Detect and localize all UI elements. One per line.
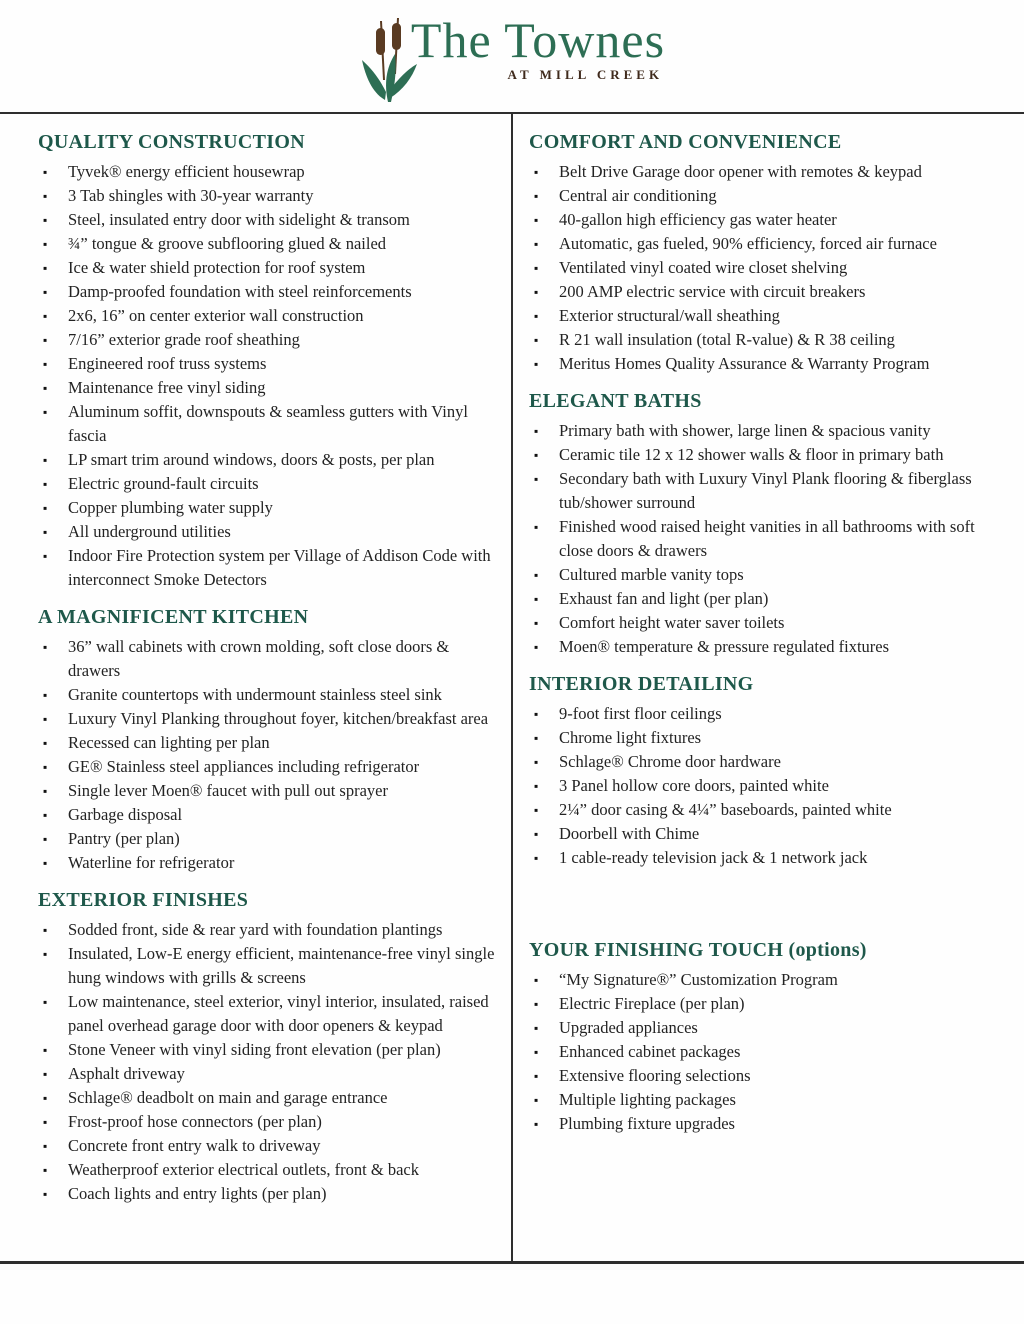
bullet-icon: ▪	[43, 784, 48, 798]
feature-item	[529, 750, 997, 774]
feature-item-text: Engineered roof truss systems	[68, 354, 267, 373]
bullet-icon: ▪	[43, 760, 48, 774]
feature-item-text: Comfort height water saver toilets	[559, 613, 785, 632]
feature-item	[38, 755, 500, 779]
column-2	[529, 130, 997, 1149]
bullet-icon: ▪	[43, 923, 48, 937]
feature-item	[529, 774, 997, 798]
feature-item	[38, 280, 500, 304]
bullet-icon: ▪	[534, 1093, 539, 1107]
bullet-icon: ▪	[534, 1045, 539, 1059]
feature-item-text: Luxury Vinyl Planking throughout foyer, kitchen/breakfast area	[68, 709, 489, 728]
bullet-icon: ▪	[43, 381, 48, 395]
bullet-icon: ▪	[43, 640, 48, 654]
bullet-icon: ▪	[534, 827, 539, 841]
bullet-icon: ▪	[43, 1163, 48, 1177]
feature-item	[529, 419, 997, 443]
bullet-icon: ▪	[534, 237, 539, 251]
section-heading: INTERIOR DETAILING	[529, 673, 754, 695]
feature-item-text: Belt Drive Garage door opener with remotes & keypad	[559, 162, 922, 181]
bullet-icon: ▪	[534, 731, 539, 745]
feature-item-text: 2¼” door casing & 4¼” baseboards, painted white	[559, 800, 892, 819]
bullet-icon: ▪	[43, 525, 48, 539]
feature-item-text: Schlage® deadbolt on main and garage entrance	[68, 1088, 388, 1107]
feature-item-text: “My Signature®” Customization Program	[559, 970, 838, 989]
bullet-icon: ▪	[43, 947, 48, 961]
feature-item	[529, 160, 997, 184]
feature-section	[529, 672, 997, 870]
bullet-icon: ▪	[534, 261, 539, 275]
feature-item	[529, 822, 997, 846]
feature-item	[38, 472, 500, 496]
bullet-icon: ▪	[43, 333, 48, 347]
bullet-icon: ▪	[534, 1117, 539, 1131]
feature-item-text: Automatic, gas fueled, 90% efficiency, forced air furnace	[559, 234, 937, 253]
feature-item-text: Enhanced cabinet packages	[559, 1042, 741, 1061]
bullet-icon: ▪	[534, 592, 539, 606]
feature-item	[529, 798, 997, 822]
feature-item-text: Extensive flooring selections	[559, 1066, 751, 1085]
feature-item-text: Multiple lighting packages	[559, 1090, 736, 1109]
feature-item	[38, 1086, 500, 1110]
bullet-icon: ▪	[43, 189, 48, 203]
bullet-icon: ▪	[534, 520, 539, 534]
section-heading: COMFORT AND CONVENIENCE	[529, 131, 842, 153]
bullet-icon: ▪	[534, 472, 539, 486]
feature-list	[38, 635, 500, 875]
feature-item	[38, 1158, 500, 1182]
bullet-icon: ▪	[534, 165, 539, 179]
feature-item-text: Recessed can lighting per plan	[68, 733, 270, 752]
feature-item-text: Central air conditioning	[559, 186, 717, 205]
bullet-icon: ▪	[43, 477, 48, 491]
feature-item	[529, 968, 997, 992]
feature-item	[529, 846, 997, 870]
feature-item-text: Garbage disposal	[68, 805, 183, 824]
bullet-icon: ▪	[43, 832, 48, 846]
logo-subtitle: AT MILL CREEK	[507, 66, 664, 82]
bullet-icon: ▪	[43, 501, 48, 515]
feature-item-text: Finished wood raised height vanities in all bathrooms with soft close doors & drawers	[559, 517, 975, 560]
feature-item	[529, 563, 997, 587]
feature-item-text: Steel, insulated entry door with sidelight & transom	[68, 210, 410, 229]
section-heading: A MAGNIFICENT KITCHEN	[38, 606, 309, 628]
feature-item-text: Asphalt driveway	[68, 1064, 185, 1083]
feature-item-text: 1 cable-ready television jack & 1 network jack	[559, 848, 868, 867]
bullet-icon: ▪	[43, 712, 48, 726]
bullet-icon: ▪	[43, 808, 48, 822]
feature-item-text: Ceramic tile 12 x 12 shower walls & floor in primary bath	[559, 445, 944, 464]
feature-item	[38, 779, 500, 803]
feature-item-text: Moen® temperature & pressure regulated fixtures	[559, 637, 890, 656]
feature-section	[529, 389, 997, 659]
feature-item-text: 40-gallon high efficiency gas water heater	[559, 210, 837, 229]
feature-item	[529, 1112, 997, 1136]
feature-section	[38, 605, 500, 875]
feature-item	[38, 851, 500, 875]
feature-item-text: R 21 wall insulation (total R-value) & R 38 ceiling	[559, 330, 895, 349]
bullet-icon: ▪	[43, 165, 48, 179]
feature-item-text: Copper plumbing water supply	[68, 498, 273, 517]
section-heading: ELEGANT BATHS	[529, 390, 702, 412]
feature-item-text: Cultured marble vanity tops	[559, 565, 744, 584]
bullet-icon: ▪	[534, 424, 539, 438]
feature-item	[38, 520, 500, 544]
bullet-icon: ▪	[534, 755, 539, 769]
feature-item-text: Weatherproof exterior electrical outlets, front & back	[68, 1160, 419, 1179]
feature-item	[529, 280, 997, 304]
feature-item-text: Coach lights and entry lights (per plan)	[68, 1184, 327, 1203]
feature-item	[38, 544, 500, 592]
feature-item	[38, 184, 500, 208]
bullet-icon: ▪	[534, 285, 539, 299]
feature-item	[38, 918, 500, 942]
feature-item	[38, 990, 500, 1038]
feature-item-text: Exterior structural/wall sheathing	[559, 306, 780, 325]
bullet-icon: ▪	[43, 1043, 48, 1057]
feature-item	[38, 1182, 500, 1206]
feature-section	[38, 888, 500, 1206]
feature-item-text: Meritus Homes Quality Assurance & Warranty Program	[559, 354, 930, 373]
feature-item	[38, 304, 500, 328]
bullet-icon: ▪	[534, 309, 539, 323]
feature-list	[529, 968, 997, 1136]
feature-item-text: Secondary bath with Luxury Vinyl Plank flooring & fiberglass tub/shower surround	[559, 469, 972, 512]
feature-item	[38, 496, 500, 520]
bullet-icon: ▪	[43, 1139, 48, 1153]
bullet-icon: ▪	[43, 285, 48, 299]
feature-item-text: GE® Stainless steel appliances including refrigerator	[68, 757, 420, 776]
feature-item	[38, 1134, 500, 1158]
feature-item	[38, 827, 500, 851]
feature-list	[38, 918, 500, 1206]
feature-item-text: Ice & water shield protection for roof system	[68, 258, 366, 277]
feature-item-text: Plumbing fixture upgrades	[559, 1114, 735, 1133]
feature-item	[529, 587, 997, 611]
bullet-icon: ▪	[534, 189, 539, 203]
feature-item	[529, 702, 997, 726]
feature-item-text: Frost-proof hose connectors (per plan)	[68, 1112, 322, 1131]
bullet-icon: ▪	[534, 1021, 539, 1035]
bullet-icon: ▪	[43, 357, 48, 371]
bullet-icon: ▪	[43, 213, 48, 227]
bullet-icon: ▪	[534, 707, 539, 721]
feature-item-text: All underground utilities	[68, 522, 231, 541]
bullet-icon: ▪	[43, 1115, 48, 1129]
bullet-icon: ▪	[43, 856, 48, 870]
feature-item-text: Sodded front, side & rear yard with foundation plantings	[68, 920, 443, 939]
feature-item-text: Ventilated vinyl coated wire closet shelving	[559, 258, 848, 277]
feature-item-text: Doorbell with Chime	[559, 824, 700, 843]
bullet-icon: ▪	[43, 549, 48, 563]
bullet-icon: ▪	[534, 1069, 539, 1083]
feature-section	[529, 938, 997, 1136]
cattails-logo-icon	[359, 18, 419, 104]
logo	[0, 14, 1024, 104]
feature-item-text: Maintenance free vinyl siding	[68, 378, 266, 397]
feature-item-text: Stone Veneer with vinyl siding front elevation (per plan)	[68, 1040, 441, 1059]
logo-text	[411, 14, 665, 83]
feature-item	[529, 184, 997, 208]
feature-item	[38, 160, 500, 184]
feature-item	[38, 208, 500, 232]
bullet-icon: ▪	[534, 357, 539, 371]
bullet-icon: ▪	[43, 736, 48, 750]
feature-item	[529, 443, 997, 467]
bullet-icon: ▪	[534, 779, 539, 793]
bullet-icon: ▪	[534, 333, 539, 347]
bullet-icon: ▪	[43, 1091, 48, 1105]
feature-item	[38, 352, 500, 376]
bullet-icon: ▪	[534, 448, 539, 462]
feature-item	[38, 400, 500, 448]
feature-list	[529, 702, 997, 870]
bullet-icon: ▪	[534, 803, 539, 817]
feature-item-text: 3 Panel hollow core doors, painted white	[559, 776, 829, 795]
feature-item	[529, 635, 997, 659]
feature-item	[529, 726, 997, 750]
feature-item-text: Concrete front entry walk to driveway	[68, 1136, 321, 1155]
feature-item-text: Aluminum soffit, downspouts & seamless gutters with Vinyl fascia	[68, 402, 468, 445]
bullet-icon: ▪	[43, 1187, 48, 1201]
feature-item-text: 200 AMP electric service with circuit breakers	[559, 282, 866, 301]
bullet-icon: ▪	[534, 973, 539, 987]
feature-item	[529, 328, 997, 352]
feature-item	[529, 304, 997, 328]
bullet-icon: ▪	[534, 213, 539, 227]
feature-item	[38, 635, 500, 683]
feature-list	[529, 419, 997, 659]
feature-item	[38, 1062, 500, 1086]
feature-item-text: LP smart trim around windows, doors & posts, per plan	[68, 450, 435, 469]
feature-item	[38, 376, 500, 400]
bullet-icon: ▪	[534, 568, 539, 582]
feature-item	[529, 208, 997, 232]
bullet-icon: ▪	[43, 1067, 48, 1081]
feature-item	[38, 683, 500, 707]
feature-item	[38, 942, 500, 990]
feature-item-text: Exhaust fan and light (per plan)	[559, 589, 769, 608]
feature-item	[38, 232, 500, 256]
column-1	[38, 130, 500, 1219]
feature-item	[529, 467, 997, 515]
feature-item-text: 2x6, 16” on center exterior wall construction	[68, 306, 364, 325]
feature-item	[529, 1016, 997, 1040]
section-heading: YOUR FINISHING TOUCH (options)	[529, 939, 867, 961]
feature-item	[38, 1038, 500, 1062]
feature-item-text: ¾” tongue & groove subflooring glued & nailed	[68, 234, 387, 253]
bullet-icon: ▪	[43, 237, 48, 251]
feature-item	[529, 1064, 997, 1088]
feature-item	[529, 611, 997, 635]
feature-item-text: 9-foot first floor ceilings	[559, 704, 722, 723]
bullet-icon: ▪	[534, 640, 539, 654]
feature-item-text: Tyvek® energy efficient housewrap	[68, 162, 305, 181]
feature-item	[529, 1088, 997, 1112]
column-divider	[511, 112, 513, 1262]
feature-item-text: Low maintenance, steel exterior, vinyl interior, insulated, raised panel overhead garage door with door openers & keypad	[68, 992, 489, 1035]
feature-item	[38, 1110, 500, 1134]
feature-section	[38, 130, 500, 592]
feature-item-text: Granite countertops with undermount stainless steel sink	[68, 685, 442, 704]
feature-list	[38, 160, 500, 592]
feature-item	[38, 256, 500, 280]
feature-item-text: Electric ground-fault circuits	[68, 474, 259, 493]
feature-item-text: Damp-proofed foundation with steel reinforcements	[68, 282, 412, 301]
feature-item-text: 3 Tab shingles with 30-year warranty	[68, 186, 314, 205]
feature-item	[38, 731, 500, 755]
feature-item-text: Upgraded appliances	[559, 1018, 698, 1037]
bullet-icon: ▪	[43, 688, 48, 702]
bullet-icon: ▪	[43, 309, 48, 323]
feature-item-text: Waterline for refrigerator	[68, 853, 235, 872]
feature-item	[38, 448, 500, 472]
feature-item-text: Primary bath with shower, large linen & spacious vanity	[559, 421, 931, 440]
bullet-icon: ▪	[43, 995, 48, 1009]
feature-item	[38, 803, 500, 827]
section-heading: EXTERIOR FINISHES	[38, 889, 249, 911]
feature-item	[529, 352, 997, 376]
footer-rule	[0, 1261, 1024, 1264]
bullet-icon: ▪	[43, 261, 48, 275]
feature-item-text: Single lever Moen® faucet with pull out sprayer	[68, 781, 388, 800]
feature-section	[529, 130, 997, 376]
feature-item-text: Insulated, Low-E energy efficient, maintenance-free vinyl single hung windows with grills & screens	[68, 944, 495, 987]
feature-item	[38, 707, 500, 731]
bullet-icon: ▪	[43, 405, 48, 419]
feature-item-text: Electric Fireplace (per plan)	[559, 994, 745, 1013]
bullet-icon: ▪	[534, 997, 539, 1011]
section-heading: QUALITY CONSTRUCTION	[38, 131, 305, 153]
feature-item	[529, 232, 997, 256]
feature-list	[529, 160, 997, 376]
logo-title: The Townes	[410, 12, 666, 68]
bullet-icon: ▪	[534, 851, 539, 865]
feature-item	[38, 328, 500, 352]
feature-item-text: 36” wall cabinets with crown molding, soft close doors & drawers	[68, 637, 450, 680]
feature-item-text: 7/16” exterior grade roof sheathing	[68, 330, 300, 349]
bullet-icon: ▪	[43, 453, 48, 467]
feature-item-text: Indoor Fire Protection system per Village of Addison Code with interconnect Smoke Detectors	[68, 546, 491, 589]
bullet-icon: ▪	[534, 616, 539, 630]
feature-item-text: Chrome light fixtures	[559, 728, 702, 747]
feature-item-text: Pantry (per plan)	[68, 829, 180, 848]
feature-item	[529, 515, 997, 563]
feature-item-text: Schlage® Chrome door hardware	[559, 752, 781, 771]
feature-item	[529, 1040, 997, 1064]
feature-item	[529, 992, 997, 1016]
feature-item	[529, 256, 997, 280]
